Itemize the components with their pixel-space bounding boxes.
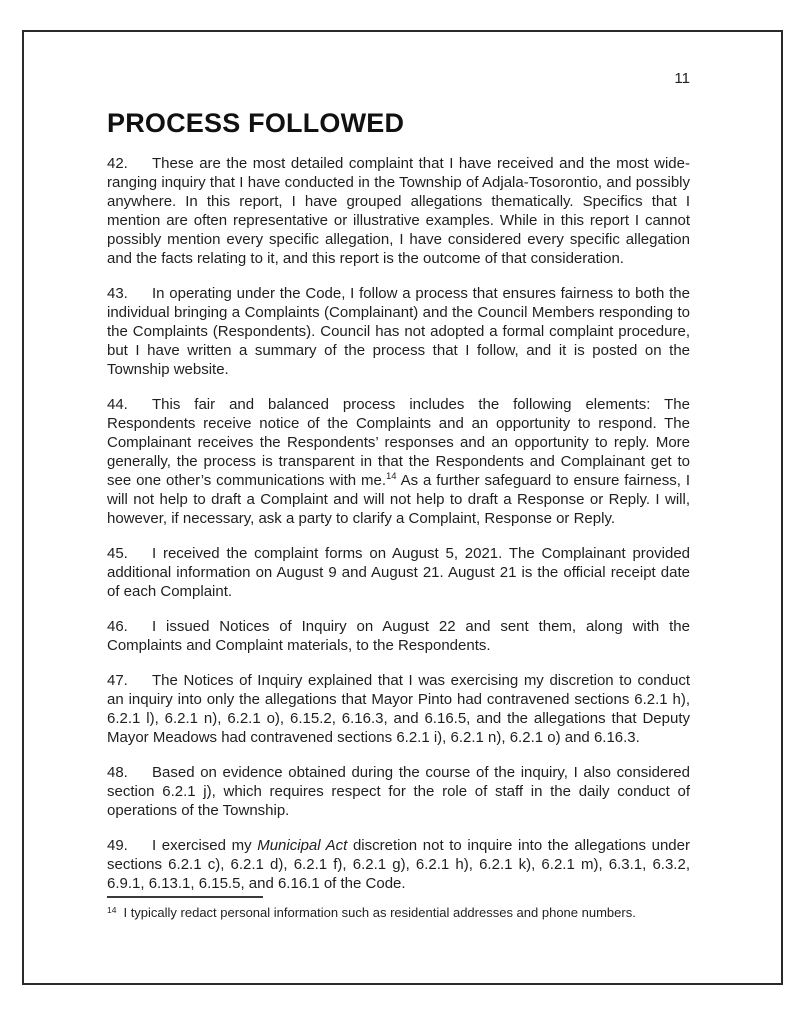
paragraph-text: In operating under the Code, I follow a process that ensures fairness to both the individual bringing a Complaints (Complainant) and the Council Members responding to the Complaints (Respondents). Council has not adopted a formal complaint procedure, but I have written a summary of the process that I follow, and it is posted on the Township website.: [107, 285, 690, 378]
paragraph-number: 44.: [107, 396, 128, 413]
paragraph-text: The Notices of Inquiry explained that I was exercising my discretion to conduct an inquiry into only the allegations that Mayor Pinto had contravened sections 6.2.1 h), 6.2.1 l), 6.2.1 n), 6.2.1 o), 6.15.2, 6.16.3, and 6.16.5, and the allegations that Deputy Mayor Meadows had contravened sections 6.2.1 i), 6.2.1 n), 6.2.1 o) and 6.16.3.: [107, 672, 690, 746]
paragraph-text: discretion not to inquire into the allegations under sections 6.2.1 c), 6.2.1 d), 6.2.1 f), 6.2.1 g), 6.2.1 h), 6.2.1 k), 6.2.1 m), 6.3.1, 6.3.2, 6.9.1, 6.13.1, 6.15.5, and 6.16.1 of the Code.: [107, 837, 690, 892]
footnote: [107, 905, 690, 921]
paragraph-number: 47.: [107, 672, 128, 689]
paragraph-48: [107, 763, 690, 820]
paragraph-43: [107, 284, 690, 379]
paragraph-text: As a further safeguard to ensure fairness, I will not help to draft a Complaint and will not help to draft a Response or Reply. I will, however, if necessary, ask a party to clarify a Complaint, Response or Reply.: [107, 472, 690, 527]
paragraph-46: [107, 617, 690, 655]
paragraph-number: 45.: [107, 545, 128, 562]
paragraph-47: [107, 671, 690, 747]
paragraph-list: [107, 154, 690, 893]
page-number: 11: [674, 70, 690, 87]
section-heading: PROCESS FOLLOWED: [107, 108, 405, 138]
paragraph-text: These are the most detailed complaint that I have received and the most wide-ranging inquiry that I have conducted in the Township of Adjala-Tosorontio, and possibly anywhere. In this report, I have grouped allegations thematically. Specifics that I mention are often representative or illustrative examples. While in this report I cannot possibly mention every specific allegation, I have considered every specific allegation and the facts relating to it, and this report is the outcome of that consideration.: [107, 155, 690, 267]
footnote-reference: 14: [386, 471, 397, 482]
paragraph-text-italic: Municipal Act: [257, 837, 348, 854]
paragraph-text: This fair and balanced process includes the following elements: The Respondents receive notice of the Complaints and an opportunity to respond. The Complainant receives the Respondents’ responses and an opportunity to reply. More generally, the process is transparent in that the Respondents and Complainant get to see one other’s communications with me.: [107, 396, 690, 489]
page-border: [22, 30, 783, 985]
paragraph-number: 49.: [107, 837, 128, 854]
paragraph-text: Based on evidence obtained during the course of the inquiry, I also considered section 6.2.1 j), which requires respect for the role of staff in the daily conduct of operations of the Township.: [107, 764, 690, 819]
footnote-text: I typically redact personal information such as residential addresses and phone numbers.: [123, 905, 636, 920]
paragraph-number: 46.: [107, 618, 128, 635]
paragraph-42: [107, 154, 690, 268]
paragraph-45: [107, 544, 690, 601]
paragraph-number: 42.: [107, 155, 128, 172]
paragraph-text: I issued Notices of Inquiry on August 22 and sent them, along with the Complaints and Complaint materials, to the Respondents.: [107, 618, 690, 654]
page-content: [24, 32, 781, 983]
paragraph-44: [107, 395, 690, 528]
paragraph-text: I received the complaint forms on August 5, 2021. The Complainant provided additional information on August 9 and August 21. August 21 is the official receipt date of each Complaint.: [107, 545, 690, 600]
footnote-separator: [107, 896, 263, 898]
paragraph-number: 48.: [107, 764, 128, 781]
paragraph-49: [107, 836, 690, 893]
paragraph-text: I exercised my: [152, 837, 258, 854]
footnote-marker: 14: [107, 905, 117, 915]
paragraph-number: 43.: [107, 285, 128, 302]
